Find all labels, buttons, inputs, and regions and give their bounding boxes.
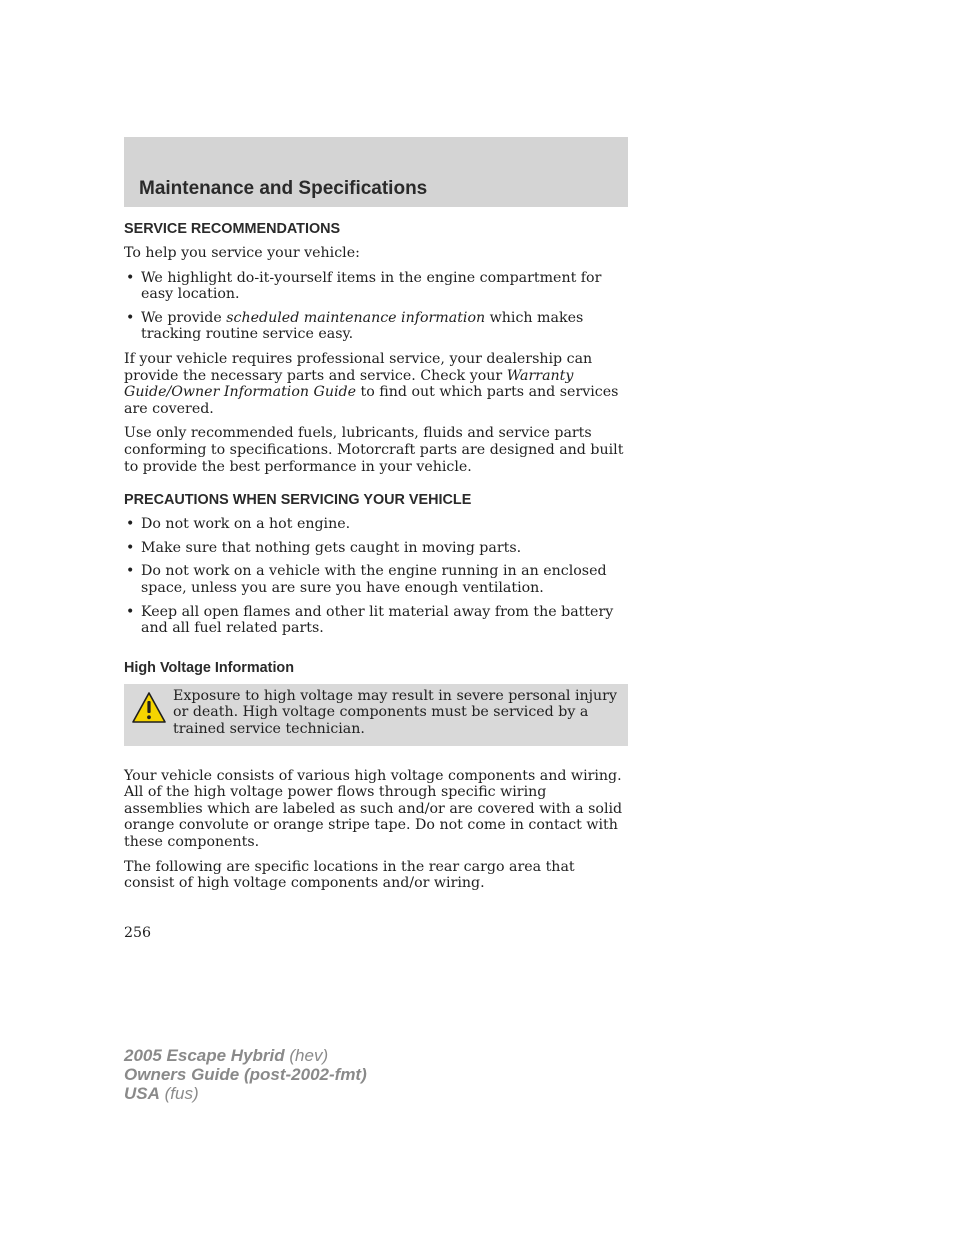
footer-line [124, 1065, 367, 1084]
text-run: We provide [141, 309, 227, 326]
italic-term: scheduled maintenance information [226, 309, 486, 326]
warning-text: Exposure to high voltage may result in severe personal injury or death. High voltage components must be serviced by a trained service technician. [173, 687, 617, 737]
text-run: If your vehicle requires professional service, your dealership can provide the necessary parts and service. Check your [124, 350, 593, 384]
high-voltage-heading: High Voltage Information [124, 659, 295, 676]
precautions-heading: PRECAUTIONS WHEN SERVICING YOUR VEHICLE [124, 492, 472, 509]
footer-market-code: (fus) [159, 1084, 199, 1103]
italic-term: Warranty Guide/Owner Information Guide [124, 367, 574, 401]
page-number: 256 [124, 925, 152, 941]
service-paragraph: Use only recommended fuels, lubricants, fluids and service parts conforming to specifications. Motorcraft parts are designed and built to provide the best performance in your vehicle. [124, 425, 624, 475]
list-item: • Do not work on a vehicle with the engine running in an enclosed space, unless you are sure you have enough ventilation. [124, 563, 628, 596]
list-item: • Make sure that nothing gets caught in moving parts. [124, 540, 628, 557]
footer-guide: Owners Guide (post-2002-fmt) [124, 1065, 367, 1084]
warning-triangle-icon [131, 691, 167, 725]
service-paragraph [124, 351, 628, 417]
precautions-list [124, 516, 628, 637]
list-item: • Do not work on a hot engine. [124, 516, 628, 533]
text-run: to find out which parts and services are covered. [124, 384, 619, 417]
service-recommendations-heading: SERVICE RECOMMENDATIONS [124, 221, 341, 237]
service-intro: To help you service your vehicle: [124, 245, 360, 261]
footer-line [124, 1046, 367, 1065]
footer-market: USA [124, 1084, 160, 1103]
list-item [124, 310, 628, 343]
service-bullet-list [124, 270, 628, 343]
footer-model-code: (hev) [284, 1046, 329, 1065]
high-voltage-paragraph: The following are specific locations in the rear cargo area that consist of high voltage components and/or wiring. [124, 858, 575, 892]
footer-line [124, 1084, 367, 1103]
text-run: which makes tracking routine service easy. [141, 309, 584, 343]
document-footer [124, 1046, 367, 1103]
section-header-band [124, 137, 628, 207]
list-item: • We highlight do-it-yourself items in the engine compartment for easy location. [124, 270, 628, 303]
footer-model: 2005 Escape Hybrid [124, 1046, 285, 1065]
high-voltage-paragraph: Your vehicle consists of various high voltage components and wiring. All of the high voltage power flows through specific wiring assemblies which are labeled as such and/or are covered with a solid orange convolute or orange stripe tape. Do not come in contact with these components. [124, 767, 623, 851]
warning-box [124, 684, 628, 746]
section-title: Maintenance and Specifications [139, 178, 428, 199]
page-content [124, 220, 628, 900]
list-item: • Keep all open flames and other lit material away from the battery and all fuel related parts. [124, 604, 628, 637]
